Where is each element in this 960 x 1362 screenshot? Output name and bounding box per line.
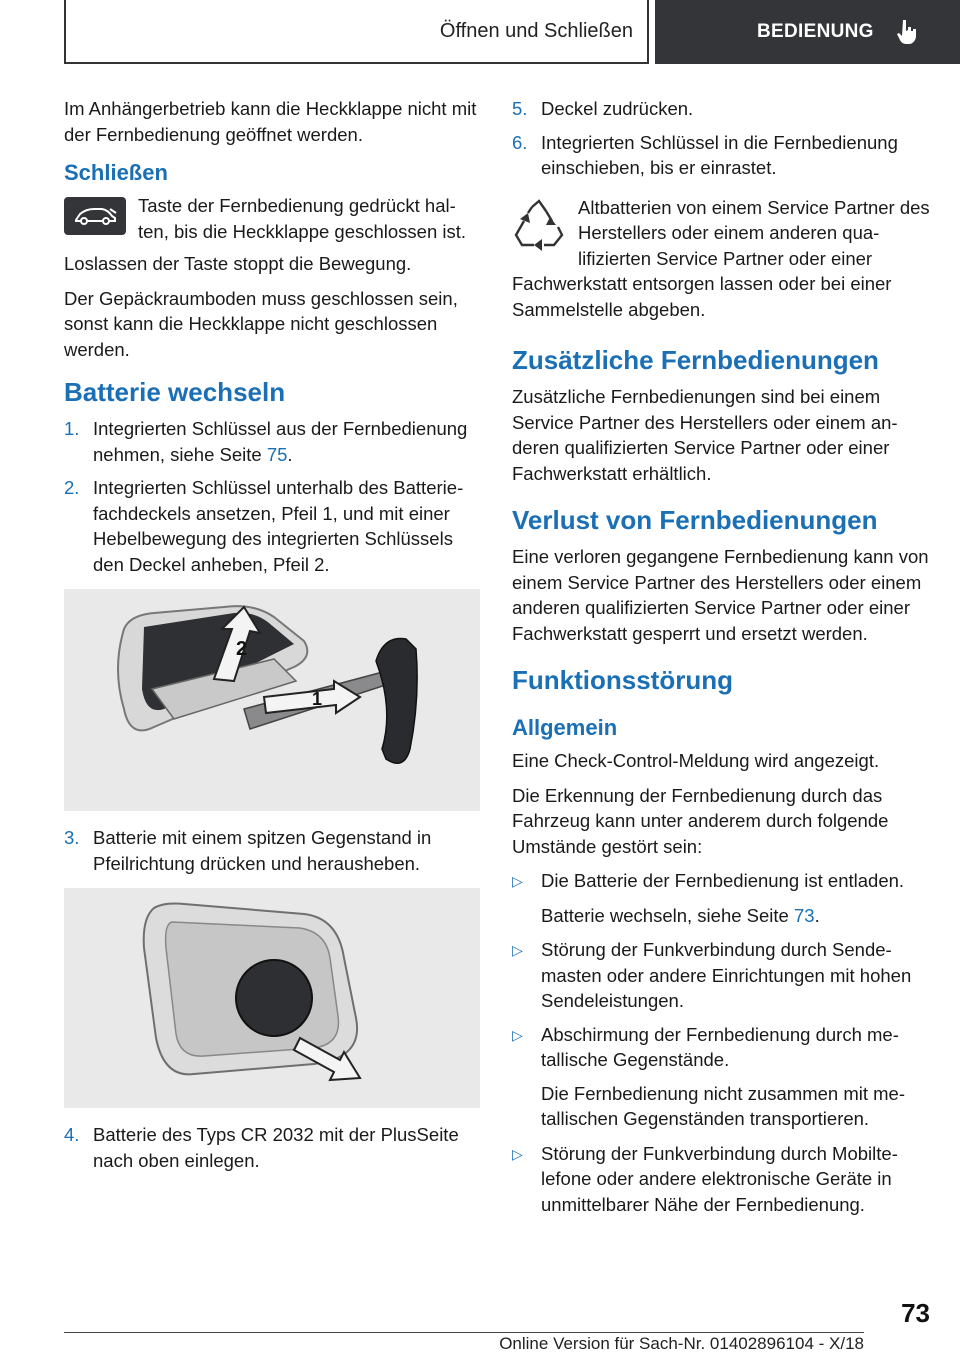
figure-key-cover-removal [64, 589, 480, 811]
section-title: Öffnen und Schließen [64, 0, 649, 64]
close-paragraph-2: Der Gepäckraumboden muss geschlossen sein, sonst kann die Heckklappe nicht geschlossen werden. [64, 287, 458, 360]
triangle-bullet-icon: ▷ [512, 1145, 523, 1162]
step-text: Batterie mit einem spitzen Gegenstand in Pfeilrichtung drücken und herausheben. [93, 827, 432, 874]
step-6 [512, 130, 930, 181]
hand-pointer-icon [896, 19, 918, 45]
recycling-note [512, 195, 930, 323]
step-2 [64, 475, 480, 577]
key-cover-illustration [64, 589, 480, 811]
heading-schliessen: Schließen [64, 160, 168, 185]
page-number: 73 [901, 1298, 930, 1328]
close-instruction [64, 193, 480, 244]
car-tailgate-button-icon [64, 197, 126, 235]
heading-funktionsstoerung: Funktionsstörung [512, 665, 733, 695]
recycle-icon [512, 197, 566, 251]
extra-paragraph: Zusätzliche Fernbedienungen sind bei einem Service Partner des Herstellers oder einem anderen qualifizierten Service Partner oder einer Fachwerkstatt erhältlich. [512, 386, 898, 484]
step-number: 1. [64, 418, 80, 439]
chapter-tab [655, 0, 960, 64]
step-text: Integrierten Schlüssel aus der Fernbedienung nehmen, siehe Seite [93, 418, 468, 465]
step-number: 5. [512, 98, 528, 119]
bullet-text: Störung der Funkverbindung durch Mobiltelefone oder andere elektronische Geräte in unmittelbarer Nähe der Fernbedienung. [541, 1142, 898, 1215]
bullet-1 [512, 868, 930, 895]
left-column [64, 96, 480, 1181]
general-paragraph-1: Eine Check-Control-Meldung wird angezeigt. [512, 750, 880, 771]
general-paragraph-2: Die Erkennung der Fernbedienung durch das Fahrzeug kann unter anderem durch folgende Umstände gestört sein: [512, 784, 889, 857]
battery-illustration [64, 888, 480, 1108]
bullet-4 [512, 1141, 930, 1218]
step-text: Deckel zudrücken. [541, 98, 694, 119]
step-number: 6. [512, 131, 528, 153]
heading-allgemein: Allgemein [512, 715, 618, 740]
step-text: Batterie des Typs CR 2032 mit der PlusSeite nach oben einlegen. [93, 1124, 459, 1171]
page-header [0, 0, 960, 66]
figure-battery-removal [64, 888, 480, 1108]
bullet-text: Abschirmung der Fernbedienung durch metallische Gegenstände. [541, 1023, 899, 1070]
arrow-label-2: 2 [236, 638, 248, 660]
step-3 [64, 825, 480, 876]
triangle-bullet-icon: ▷ [512, 1026, 523, 1043]
bullet-2 [512, 937, 930, 1014]
bullet-3 [512, 1022, 930, 1073]
bullet-text: Störung der Funkverbindung durch Sendemasten oder andere Einrichtungen mit hohen Sendeleistungen. [541, 939, 912, 1011]
arrow-label-1: 1 [312, 689, 323, 709]
step-text-end: . [287, 443, 293, 465]
close-paragraph-1: Loslassen der Taste stoppt die Bewegung. [64, 253, 412, 274]
step-number: 2. [64, 477, 80, 498]
online-version-note: Online Version für Sach-Nr. 01402896104 - X/18 [499, 1334, 864, 1353]
triangle-bullet-icon: ▷ [512, 942, 523, 958]
bullet-1-sub [541, 903, 930, 929]
footer-divider [64, 1332, 864, 1333]
loss-paragraph: Eine verloren gegangene Fernbedienung kann von einem Service Partner des Herstellers oder einem anderen qualifizierten Service Partner oder einer Fachwerkstatt gesperrt und ersetzt werden. [512, 546, 929, 644]
step-number: 4. [64, 1124, 80, 1145]
close-instruction-text: Taste der Fernbedienung gedrückt halten, bis die Heckklappe geschlossen ist. [138, 195, 467, 242]
intro-paragraph: Im Anhängerbetrieb kann die Heckklappe nicht mit der Fernbedienung geöffnet werden. [64, 98, 477, 145]
triangle-bullet-icon: ▷ [512, 873, 523, 889]
sub-text: Batterie wechseln, siehe Seite [541, 904, 794, 926]
heading-zusaetzliche-fernbedienungen: Zusätzliche Fernbedienungen [512, 345, 879, 375]
bullet-3-sub: Die Fernbedienung nicht zusammen mit metallischen Gegenständen transportieren. [541, 1082, 906, 1129]
heading-batterie-wechseln: Batterie wechseln [64, 377, 286, 407]
step-text: Integrierten Schlüssel in die Fernbedienung einschieben, bis er einrastet. [541, 131, 898, 178]
step-1 [64, 416, 480, 467]
chapter-label: BEDIENUNG [757, 21, 874, 42]
bullet-text: Die Batterie der Fernbedienung ist entladen. [541, 870, 905, 891]
step-number: 3. [64, 827, 80, 848]
sub-text-end: . [814, 904, 820, 926]
step-5 [512, 96, 930, 122]
page-link[interactable]: 73 [793, 904, 815, 926]
step-text: Integrierten Schlüssel unterhalb des Batteriefachdeckels ansetzen, Pfeil 1, und mit einer Hebelbewegung des integrierten Schlüssels den Deckel anheben, Pfeil 2. [93, 477, 464, 575]
heading-verlust: Verlust von Fernbedienungen [512, 505, 878, 535]
recycling-text: Altbatterien von einem Service Partner des Herstellers oder einem anderen qualifizierten Service Partner oder einer Fachwerkstatt entsorgen lassen oder bei einer Sammelstelle abgeben. [512, 196, 930, 320]
page-link[interactable]: 75 [266, 443, 288, 465]
step-4 [64, 1122, 480, 1173]
right-column [512, 96, 930, 1225]
